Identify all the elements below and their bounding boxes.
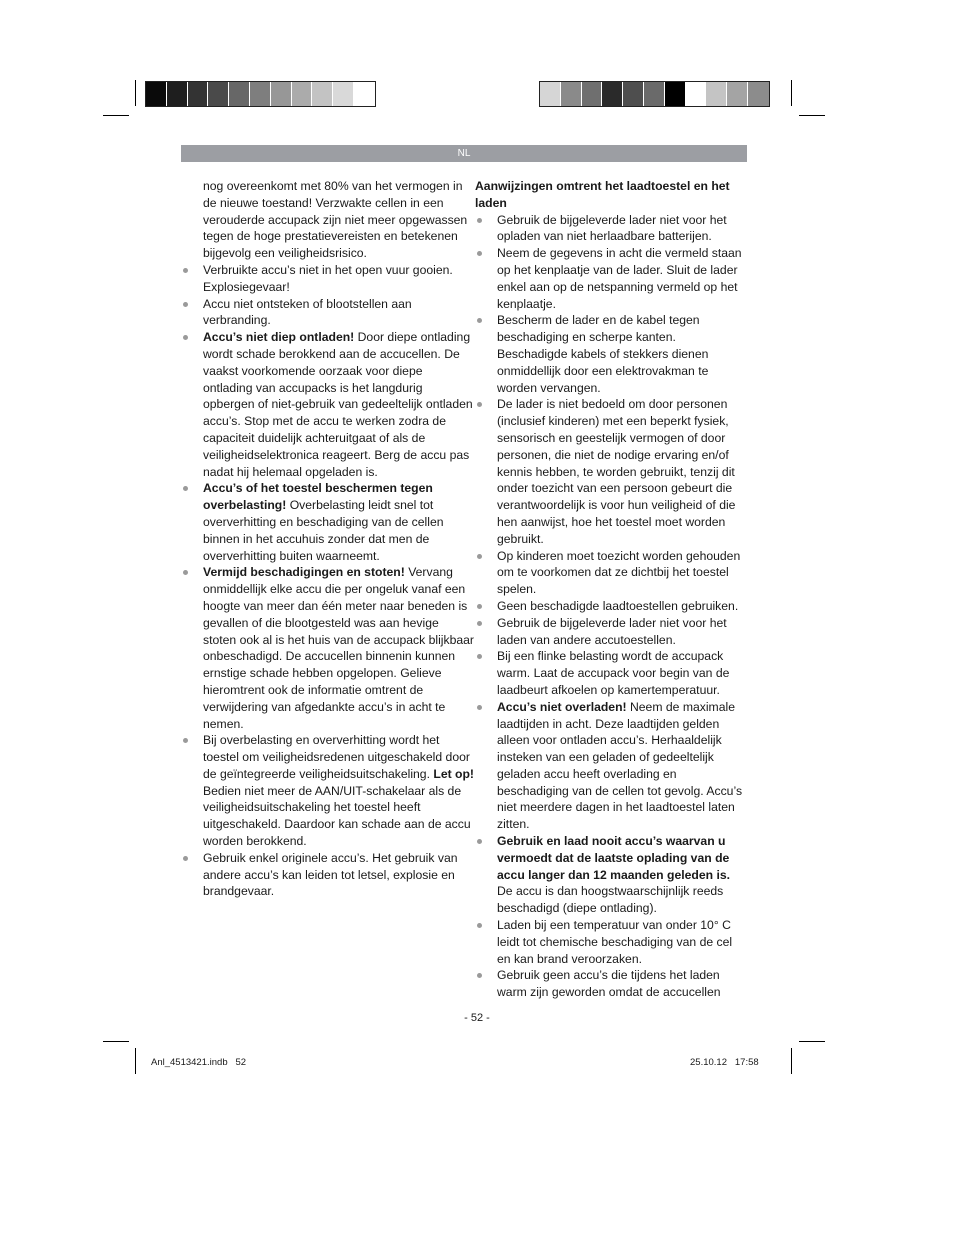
color-calibration-bar-left [145,81,376,107]
left-list-item [203,850,475,900]
right-list-item [497,699,747,833]
crop-mark [103,1041,129,1042]
left-list-item [203,329,475,480]
item-text: Verbruikte accu’s niet in het open vuur gooien. Explosiegevaar! [203,262,453,294]
crop-mark [103,115,129,116]
left-column [203,178,475,900]
calibration-right-swatch [602,82,623,106]
item-text: De lader is niet bedoeld om door personen (inclusief kinderen) met een beperkt fysiek, sensorisch en geestelijk vermogen of door personen, die niet de nodige ervaring en/of kennis hebben, te worden gebruikt, tenzij dit onder toezicht van een persoon gebeurt die verantwoordelijk is voor hun veiligheid of die hen aanwijst, hoe het toestel moet worden gebruikt. [497,397,736,546]
right-list-item [497,967,747,1001]
bold-lead-text: Accu’s niet diep ontladen! [203,330,355,345]
calibration-right-swatch [748,82,769,106]
item-text: Gebruik enkel originele accu’s. Het gebruik van andere accu’s kan leiden tot letsel, explosie en brandgevaar. [203,850,458,899]
right-list-item [497,396,747,547]
calibration-right-swatch [540,82,561,106]
crop-mark [799,115,825,116]
right-list-item [497,245,747,312]
bold-lead-text: Vermijd beschadigingen en stoten! [203,565,405,580]
calibration-left-swatch [167,82,188,106]
item-text: Gebruik geen accu’s die tijdens het laden warm zijn geworden omdat de accucellen [497,968,721,1000]
bold-lead-text: Gebruik en laad nooit accu’s waarvan u vermoedt dat de laatste oplading van de accu langer dan 12 maanden geleden is. [497,834,731,882]
page-number: - 52 - [464,1012,490,1024]
item-text: Gebruik de bijgeleverde lader niet voor het opladen van niet herlaadbare batterijen. [497,212,727,244]
calibration-left-swatch [333,82,354,106]
calibration-left-swatch [271,82,292,106]
calibration-right-swatch [561,82,582,106]
right-list-item [497,833,747,917]
right-list-item [497,615,747,649]
item-text-continued: Bedien niet meer de AAN/UIT-schakelaar als de veiligheidsuitschakeling het toestel heeft uitgeschakeld. Daardoor kan schade aan de accu worden berokkend. [203,783,471,849]
right-list-item [497,548,747,598]
item-text: Bescherm de lader en de kabel tegen beschadiging en scherpe kanten. Beschadigde kabels of stekkers dienen onmiddellijk door een elektrovakman te worden vervangen. [497,313,709,395]
calibration-left-swatch [354,82,375,106]
bold-inline-text: Let op! [433,766,474,781]
left-bullet-list [203,262,475,900]
crop-mark [791,80,792,106]
right-column [475,178,747,1001]
item-text: Op kinderen moet toezicht worden gehouden om te voorkomen dat ze dichtbij het toestel spelen. [497,548,741,597]
item-text: Laden bij een temperatuur van onder 10° C leidt tot chemische beschadiging van de cel en kan brand veroorzaken. [497,918,733,966]
right-bullet-list [475,212,747,1001]
calibration-left-swatch [188,82,209,106]
right-list-item [497,212,747,246]
calibration-right-swatch [582,82,603,106]
calibration-right-swatch [686,82,707,106]
bold-lead-text: Accu’s niet overladen! [497,699,627,714]
calibration-left-swatch [208,82,229,106]
section-heading: Aanwijzingen omtrent het laadtoestel en het laden [475,179,730,210]
right-list-item [497,312,747,396]
item-text: Gebruik de bijgeleverde lader niet voor het laden van andere accutoestellen. [497,615,727,647]
bold-lead-text: Accu’s of het toestel beschermen tegen overbelasting! [203,481,433,513]
left-list-item [203,480,475,564]
calibration-left-swatch [146,82,167,106]
item-text: De accu is dan hoogstwaarschijnlijk reeds beschadigd (diepe ontlading). [497,884,724,916]
item-text: Door diepe ontlading wordt schade berokkend aan de accucellen. De vaakst voorkomende oorzaak voor diepe ontlading van accupacks is het langdurig opbergen of niet-gebruik van gedeeltelijk ontladen accu’s. Stop met de accu te werken zodra de capaciteit duidelijk achteruitgaat of als de veiligheidselektronica reageert. Berg de accu pas nadat hij helemaal opgeladen is. [203,330,473,479]
footer-datetime: 25.10.12 17:58 [690,1057,759,1068]
item-text: Geen beschadigde laadtoestellen gebruiken. [497,598,739,613]
calibration-right-swatch [727,82,748,106]
crop-mark [135,80,136,106]
item-text: Bij een flinke belasting wordt de accupack warm. Laat de accupack voor begin van de laadbeurt afkoelen op kamertemperatuur. [497,649,730,697]
language-code: NL [457,148,471,159]
intro-paragraph: nog overeenkomt met 80% van het vermogen in de nieuwe toestand! Verzwakte cellen in een verouderde accupack zijn niet meer opgewassen tegen de hoge prestatievereisten en betekenen bijgevolg een veiligheidsrisico. [203,179,468,261]
calibration-right-swatch [623,82,644,106]
right-list-item [497,598,747,615]
item-text: Neem de maximale laadtijden in acht. Deze laadtijden gelden alleen voor ontladen accu’s. Herhaaldelijk insteken van een geladen of gedeeltelijk geladen accu heeft overlading en beschadiging van de cellen tot gevolg. Accu’s niet meerdere dagen in het laadtoestel laten zitten. [497,699,743,832]
crop-mark [791,1048,792,1074]
calibration-left-swatch [292,82,313,106]
crop-mark [799,1041,825,1042]
left-list-item [203,732,475,850]
calibration-left-swatch [312,82,333,106]
calibration-right-swatch [706,82,727,106]
footer-file-info: Anl_4513421.indb 52 [151,1057,247,1068]
item-text: Accu niet ontsteken of blootstellen aan verbranding. [203,296,412,328]
calibration-right-swatch [644,82,665,106]
calibration-right-swatch [665,82,686,106]
color-calibration-bar-right [539,81,770,107]
crop-mark [135,1048,136,1074]
item-text: Neem de gegevens in acht die vermeld staan op het kenplaatje van de lader. Sluit de lader enkel aan op de netspanning vermeld op het kenplaatje. [497,246,742,311]
right-list-item [497,648,747,698]
calibration-left-swatch [229,82,250,106]
item-text: Bij overbelasting en oververhitting wordt het toestel om veiligheidsredenen uitgeschakeld door de geïntegreerde veiligheidsuitschakeling. [203,733,470,781]
left-list-item [203,564,475,732]
item-text: Vervang onmiddellijk elke accu die per ongeluk vanaf een hoogte van meer dan één meter naar beneden is gevallen of die blootgesteld was aan hevige stoten ook al is het huis van de accupack blijkbaar onbeschadigd. De accucellen binnenin kunnen ernstige schade hebben opgelopen. Gelieve hieromtrent ook de informatie omtrent de verwijdering van afgedankte accu’s in acht te nemen. [203,565,474,731]
item-text: Overbelasting leidt snel tot oververhitting en beschadiging van de cellen binnen in het accuhuis zonder dat men de oververhitting buiten waarneemt. [203,498,444,563]
language-header-bar [181,145,747,162]
right-list-item [497,917,747,967]
left-list-item [203,296,475,330]
calibration-left-swatch [250,82,271,106]
left-list-item [203,262,475,296]
